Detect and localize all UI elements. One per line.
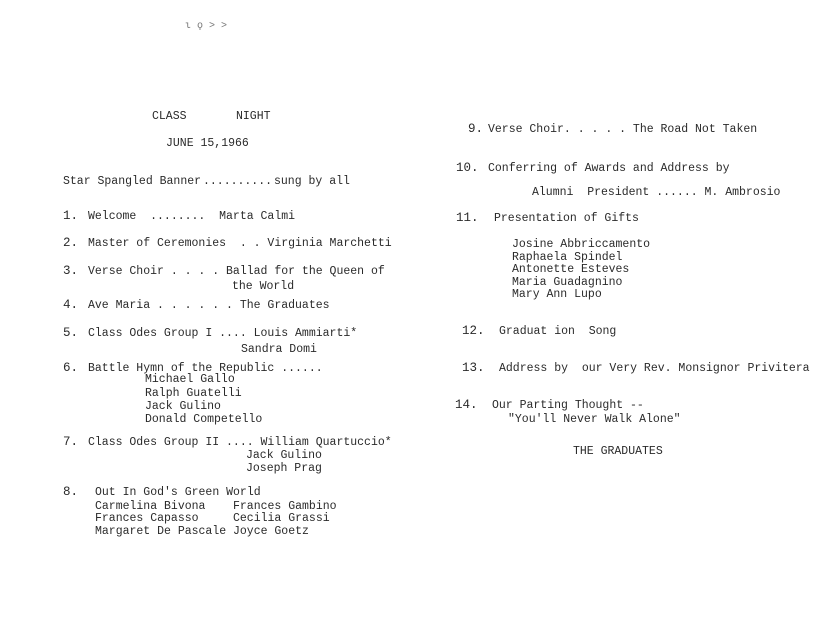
item-line: Battle Hymn of the Republic ...... — [88, 362, 323, 375]
item-number: 7. — [63, 435, 79, 449]
item-line: Class Odes Group II .... William Quartuccio* — [88, 436, 392, 449]
item-line: Verse Choir . . . . Ballad for the Queen of — [88, 265, 385, 278]
item-number: 6. — [63, 361, 79, 375]
anthem-title: Star Spangled Banner — [63, 175, 202, 188]
item-line: Ralph Guatelli — [145, 387, 242, 400]
anthem-dots: .......... — [203, 175, 273, 188]
item-number: 13. — [462, 361, 485, 375]
performer-name: Cecilia Grassi — [233, 512, 330, 525]
closing-signature: THE GRADUATES — [573, 445, 663, 458]
item-number: 9. — [468, 122, 484, 136]
item-number: 5. — [63, 326, 79, 340]
item-number: 10. — [456, 161, 479, 175]
item-line: Conferring of Awards and Address by — [488, 162, 730, 175]
item-number: 8. — [63, 485, 79, 499]
performer-name: Margaret De Pascale — [95, 525, 227, 538]
item-line: Out In God's Green World — [95, 486, 261, 499]
program-date: JUNE 15,1966 — [166, 137, 249, 150]
performer-name: Frances Gambino — [233, 500, 337, 513]
item-number: 4. — [63, 298, 79, 312]
item-line: Joseph Prag — [246, 462, 322, 475]
item-line: Welcome ........ Marta Calmi — [88, 210, 296, 223]
item-line: Antonette Esteves — [512, 263, 630, 276]
performer-name: Frances Capasso — [95, 512, 199, 525]
handwritten-marks: ι ϙ > > — [185, 21, 228, 32]
performer-name: Joyce Goetz — [233, 525, 309, 538]
item-line: Alumni President ...... M. Ambrosio — [532, 186, 781, 199]
item-number: 3. — [63, 264, 79, 278]
item-line: Verse Choir. . . . . The Road Not Taken — [488, 123, 758, 136]
item-line: Address by our Very Rev. Monsignor Privitera — [499, 362, 810, 375]
item-line: Josine Abbriccamento — [512, 238, 651, 251]
item-number: 12. — [462, 324, 485, 338]
anthem-performer: sung by all — [274, 175, 350, 188]
item-line: Michael Gallo — [145, 373, 235, 386]
item-line: Class Odes Group I .... Louis Ammiarti* — [88, 327, 358, 340]
item-line: Donald Competello — [145, 413, 263, 426]
item-line: "You'll Never Walk Alone" — [508, 413, 681, 426]
item-line: Maria Guadagnino — [512, 276, 623, 289]
item-line: Raphaela Spindel — [512, 251, 623, 264]
item-line: Master of Ceremonies . . Virginia Marchetti — [88, 237, 392, 250]
item-number: 14. — [455, 398, 478, 412]
item-number: 11. — [456, 211, 479, 225]
item-line: Jack Gulino — [246, 449, 322, 462]
item-line: Mary Ann Lupo — [512, 288, 602, 301]
item-line: Ave Maria . . . . . . The Graduates — [88, 299, 330, 312]
item-number: 2. — [63, 236, 79, 250]
item-number: 1. — [63, 209, 79, 223]
item-line: the World — [232, 280, 295, 293]
performer-name: Carmelina Bivona — [95, 500, 206, 513]
item-line: Jack Gulino — [145, 400, 221, 413]
item-line: Presentation of Gifts — [494, 212, 639, 225]
program-title-class: CLASS — [152, 110, 187, 123]
program-title-night: NIGHT — [236, 110, 271, 123]
item-line: Sandra Domi — [241, 343, 317, 356]
item-line: Graduat ion Song — [499, 325, 617, 338]
item-line: Our Parting Thought -- — [492, 399, 644, 412]
